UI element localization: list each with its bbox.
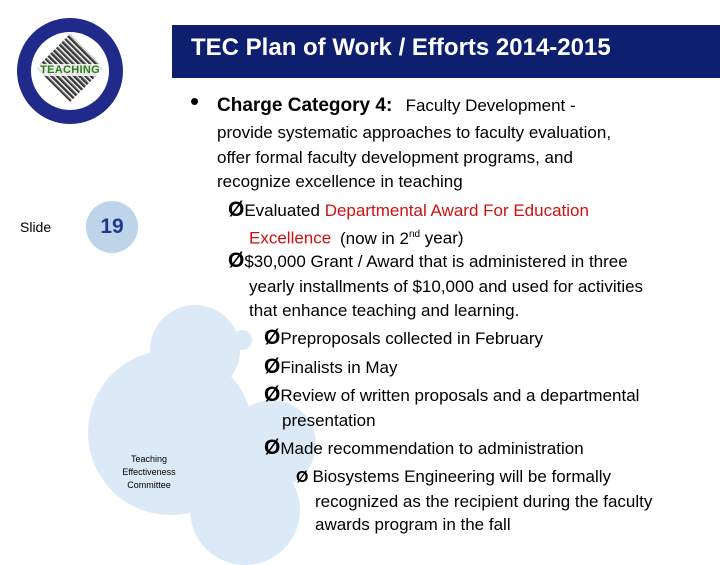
award-name: Departmental Award For Education <box>324 201 589 220</box>
bullet-icon: • <box>190 86 200 116</box>
sub-sub-item-cont: awards program in the fall <box>315 515 511 534</box>
sub-item-preproposals <box>264 327 543 349</box>
committee-line: Committee <box>127 480 171 490</box>
charge-heading-bold: Charge Category 4: <box>217 95 393 116</box>
sub-item-text: Review of written proposals and a departmental <box>280 386 640 405</box>
sub-item-recommendation <box>264 437 584 459</box>
sub-sub-item-biosystems <box>296 466 611 488</box>
slide-number-badge: 19 <box>86 201 138 253</box>
award-year-post: year) <box>420 228 464 248</box>
item-grant <box>228 250 628 272</box>
charge-desc-line: offer formal faculty development programs, and <box>217 148 573 167</box>
page-title: TEC Plan of Work / Efforts 2014-2015 <box>191 34 611 61</box>
sub-item-text: Finalists in May <box>280 358 398 377</box>
arrow-bullet-icon: Ø <box>264 355 281 378</box>
committee-line: Effectiveness <box>122 467 176 477</box>
charge-heading-rest: Faculty Development - <box>405 96 576 115</box>
sub-sub-item-text: Biosystems Engineering will be formally <box>312 467 612 486</box>
grant-line-cont: that enhance teaching and learning. <box>249 301 520 320</box>
arrow-bullet-icon: Ø <box>296 469 309 486</box>
arrow-bullet-icon: Ø <box>264 383 281 406</box>
charge-desc-line: provide systematic approaches to faculty evaluation, <box>217 123 612 142</box>
charge-desc-line: recognize excellence in teaching <box>217 172 463 191</box>
award-name-cont: Excellence <box>249 228 332 248</box>
item-evaluated-award <box>228 199 589 221</box>
item-evaluated-award-cont <box>249 224 464 249</box>
sub-item-finalists <box>264 356 397 378</box>
slide-label: Slide <box>20 219 52 235</box>
award-year-pre: (now in 2 <box>339 228 409 248</box>
item-prefix: Evaluated <box>244 201 325 220</box>
award-year-sup: nd <box>408 229 421 240</box>
sub-item-review <box>264 384 639 406</box>
committee-line: Teaching <box>130 454 168 464</box>
arrow-bullet-icon: Ø <box>264 436 281 459</box>
sub-item-review-cont: presentation <box>282 411 376 430</box>
sub-sub-item-cont: recognized as the recipient during the faculty <box>315 492 653 511</box>
sub-item-text: Made recommendation to administration <box>280 439 584 458</box>
grant-line-cont: yearly installments of $10,000 and used for activities <box>249 277 644 296</box>
charge-heading <box>217 95 576 116</box>
grant-line: $30,000 Grant / Award that is administered in three <box>244 252 628 271</box>
arrow-bullet-icon: Ø <box>228 249 245 272</box>
arrow-bullet-icon: Ø <box>228 198 245 221</box>
arrow-bullet-icon: Ø <box>264 326 281 349</box>
logo-word: TEACHING <box>35 64 105 76</box>
sub-item-text: Preproposals collected in February <box>280 329 544 348</box>
